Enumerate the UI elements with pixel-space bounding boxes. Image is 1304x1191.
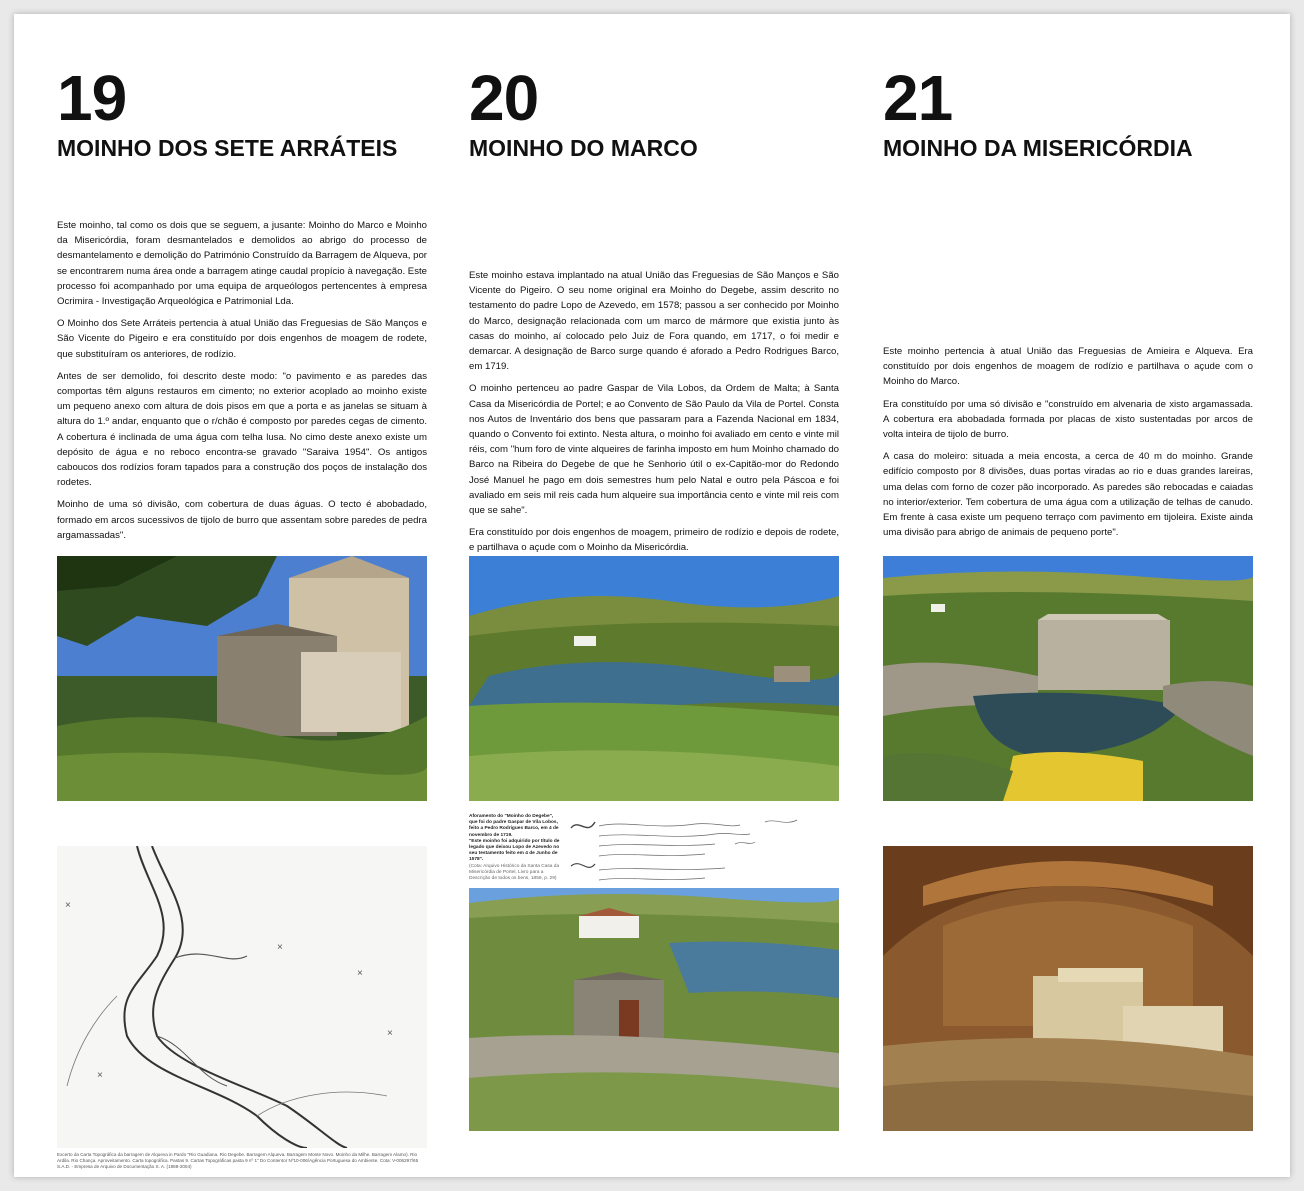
caption-title: Aforamento do "Moinho do Degebe", que foi do padre Gaspar de Vila Lobos, feito a Pedro Rodrigues Barco, em 4 de novembro de 1719. bbox=[469, 814, 559, 838]
section-text bbox=[57, 218, 427, 550]
caption-quote: "Este moinho foi adquirido por título de legado que deixou Lopo de Azevedo no seu testamento feito em 4 de Junho de 1578". bbox=[469, 838, 560, 863]
paragraph: Antes de ser demolido, foi descrito deste modo: "o pavimento e as paredes das comportas têm alguns restauros em cimento; no exterior acoplado ao moinho existe um pequeno anexo com altura de dois pisos em que a porta e as janelas se situam à altura do 1.º andar, enquanto que o r/chão é composto por paredes cegas de cimento. A cobertura é inclinada de uma água com telha lusa. No cimo deste anexo existe um depósito de água e no reboco encontra-se gravado "Saraiva 1954". Os antigos caboucos dos rodízios foram tapados para a construção dos poços de instalação dos rodetes. bbox=[57, 370, 427, 489]
svg-text:×: × bbox=[387, 1028, 393, 1039]
mill-interior-photo bbox=[883, 846, 1253, 1131]
exhibition-panel bbox=[14, 14, 1290, 1177]
column-20 bbox=[469, 14, 839, 1177]
column-21 bbox=[883, 14, 1253, 1177]
column-19 bbox=[57, 14, 427, 1177]
section-title: MOINHO DA MISERICÓRDIA bbox=[883, 135, 1193, 161]
section-number: 20 bbox=[469, 62, 539, 134]
paragraph: Este moinho, tal como os dois que se seguem, a jusante: Moinho do Marco e Moinho da Misericórdia, foram desmantelados e demolidos ao abrigo do processo de desmantelamento e demolição do Património Construído da Barragem de Alqueva, por se encontrarem numa área onde a barragem atinge caudal propício à navegação. Este processo foi acompanhado por uma equipa de arqueólogos pertencentes à empresa Ocrimira - Investigação Arqueológica e Patrimonial Lda. bbox=[57, 220, 427, 308]
svg-text:×: × bbox=[277, 942, 283, 953]
paragraph: O moinho pertenceu ao padre Gaspar de Vila Lobos, da Ordem de Malta; à Santa Casa da Misericórdia de Portel; e ao Convento de São Paulo da Vila de Portel. Consta nos Autos de Inventário dos bens que passaram para a Fazenda Nacional em 1834, quando o Convento foi extinto. Nesta altura, o moinho foi avaliado em cento e vinte mil réis, com "hum foro de vinte alqueires de farinha imposto em hum Moinho chamado do Barco na Ribeira do Degebe de que he Senhorio útil o ex-Capitão-mor do Redondo José Manuel he pago em dois semestres hum pelo Natal e outro pela Páscoa e foi avaliado em seis mil reis cada hum alqueire sua importância cento e vinte mil reis com que se sahe". bbox=[469, 383, 839, 517]
paragraph: Era constituído por uma só divisão e "construído em alvenaria de xisto argamassada. A cobertura era abobadada formada por placas de xisto sustentadas por arcos de volta inteira de tijolo de burro. bbox=[883, 398, 1253, 441]
river-landscape-photo bbox=[469, 556, 839, 801]
caption-source: (Cota: Arquivo Histórico da Santa Casa da Misericórdia de Portel, Livro para a Descrição de todos os bens, 1859, p. 29) bbox=[469, 863, 560, 882]
mill-ruin-photo bbox=[883, 556, 1253, 801]
document-caption bbox=[469, 814, 563, 882]
paragraph: Este moinho estava implantado na atual União das Freguesias de São Manços e São Vicente do Pigeiro. O seu nome original era Moinho do Degebe, assim descrito no testamento do padre Lopo de Azevedo, em 1578; passou a ser conhecido por Moinho do Marco, designação relacionada com um marco de mármore que existia junto às casas do moinho, aí colocado pelo Juiz de Fora quando, em 1717, o foi medir e demarcar. A designação de Barco surge quando é aforado a Pedro Rodrigues Barco, em 1719. bbox=[469, 270, 839, 373]
svg-text:×: × bbox=[357, 968, 363, 979]
section-number: 21 bbox=[883, 62, 953, 134]
section-text bbox=[469, 268, 839, 563]
topographic-map bbox=[57, 846, 427, 1148]
svg-text:×: × bbox=[97, 1070, 103, 1081]
paragraph: Este moinho pertencia à atual União das Freguesias de Amieira e Alqueva. Era constituído por dois engenhos de moagem de rodízio e partilhava o açude com o Moinho do Marco. bbox=[883, 346, 1253, 388]
mill-house-photo bbox=[469, 888, 839, 1131]
svg-text:×: × bbox=[65, 900, 71, 911]
section-title: MOINHO DOS SETE ARRÁTEIS bbox=[57, 135, 398, 161]
paragraph: Era constituído por dois engenhos de moagem, primeiro de rodízio e depois de rodete, e partilhava o açude com o Moinho da Misericórdia. bbox=[469, 527, 839, 554]
paragraph: O Moinho dos Sete Arráteis pertencia à atual União das Freguesias de São Manços e São Vicente do Pigeiro e era constituído por dois engenhos de moagem de rodete, que substituíram os anteriores, de rodízio. bbox=[57, 318, 427, 360]
manuscript-image bbox=[565, 814, 837, 890]
section-text bbox=[883, 344, 1253, 547]
paragraph: A casa do moleiro: situada a meia encosta, a cerca de 40 m do moinho. Grande edifício composto por 8 divisões, duas portas viradas ao rio e duas grandes lareiras, uma delas com forno de cozer pão incorporado. As paredes são rebocadas e caiadas no interior/exterior. Tem cobertura de uma água com a utilização de telhas de canudo. Em frente à casa existe um pequeno terraço com pavimento em tijoleira. Existe ainda uma divisão para abrigo de animais de pequeno porte". bbox=[883, 451, 1253, 539]
paragraph: Moinho de uma só divisão, com cobertura de duas águas. O tecto é abobadado, formado em arcos sucessivos de tijolo de burro que assentam sobre paredes de pedra argamassadas". bbox=[57, 499, 427, 541]
mill-photo bbox=[57, 556, 427, 801]
map-caption: Excerto da Carta Topográfica da barragem de Alqueva in Pardo "Rio Guadiana. Rio Degebe. Barragem Alqueva. Barragem Monte Novo. Moinho da Milhe. Barragem Alamo). Rio Ardila. Rio Chança. Aproveitamento. Carta topográfica. Pastas 9. Cartas Topográficas pasta 9 nº 1" Do Contentor Nº10-006/Agência Portuguesa do Ambiente. Cota: V-006297/65 S.A.D. - Empresa de Arquivo de Documentação S. A. (1988-2004) bbox=[57, 1152, 419, 1169]
section-number: 19 bbox=[57, 62, 127, 134]
section-title: MOINHO DO MARCO bbox=[469, 135, 698, 161]
